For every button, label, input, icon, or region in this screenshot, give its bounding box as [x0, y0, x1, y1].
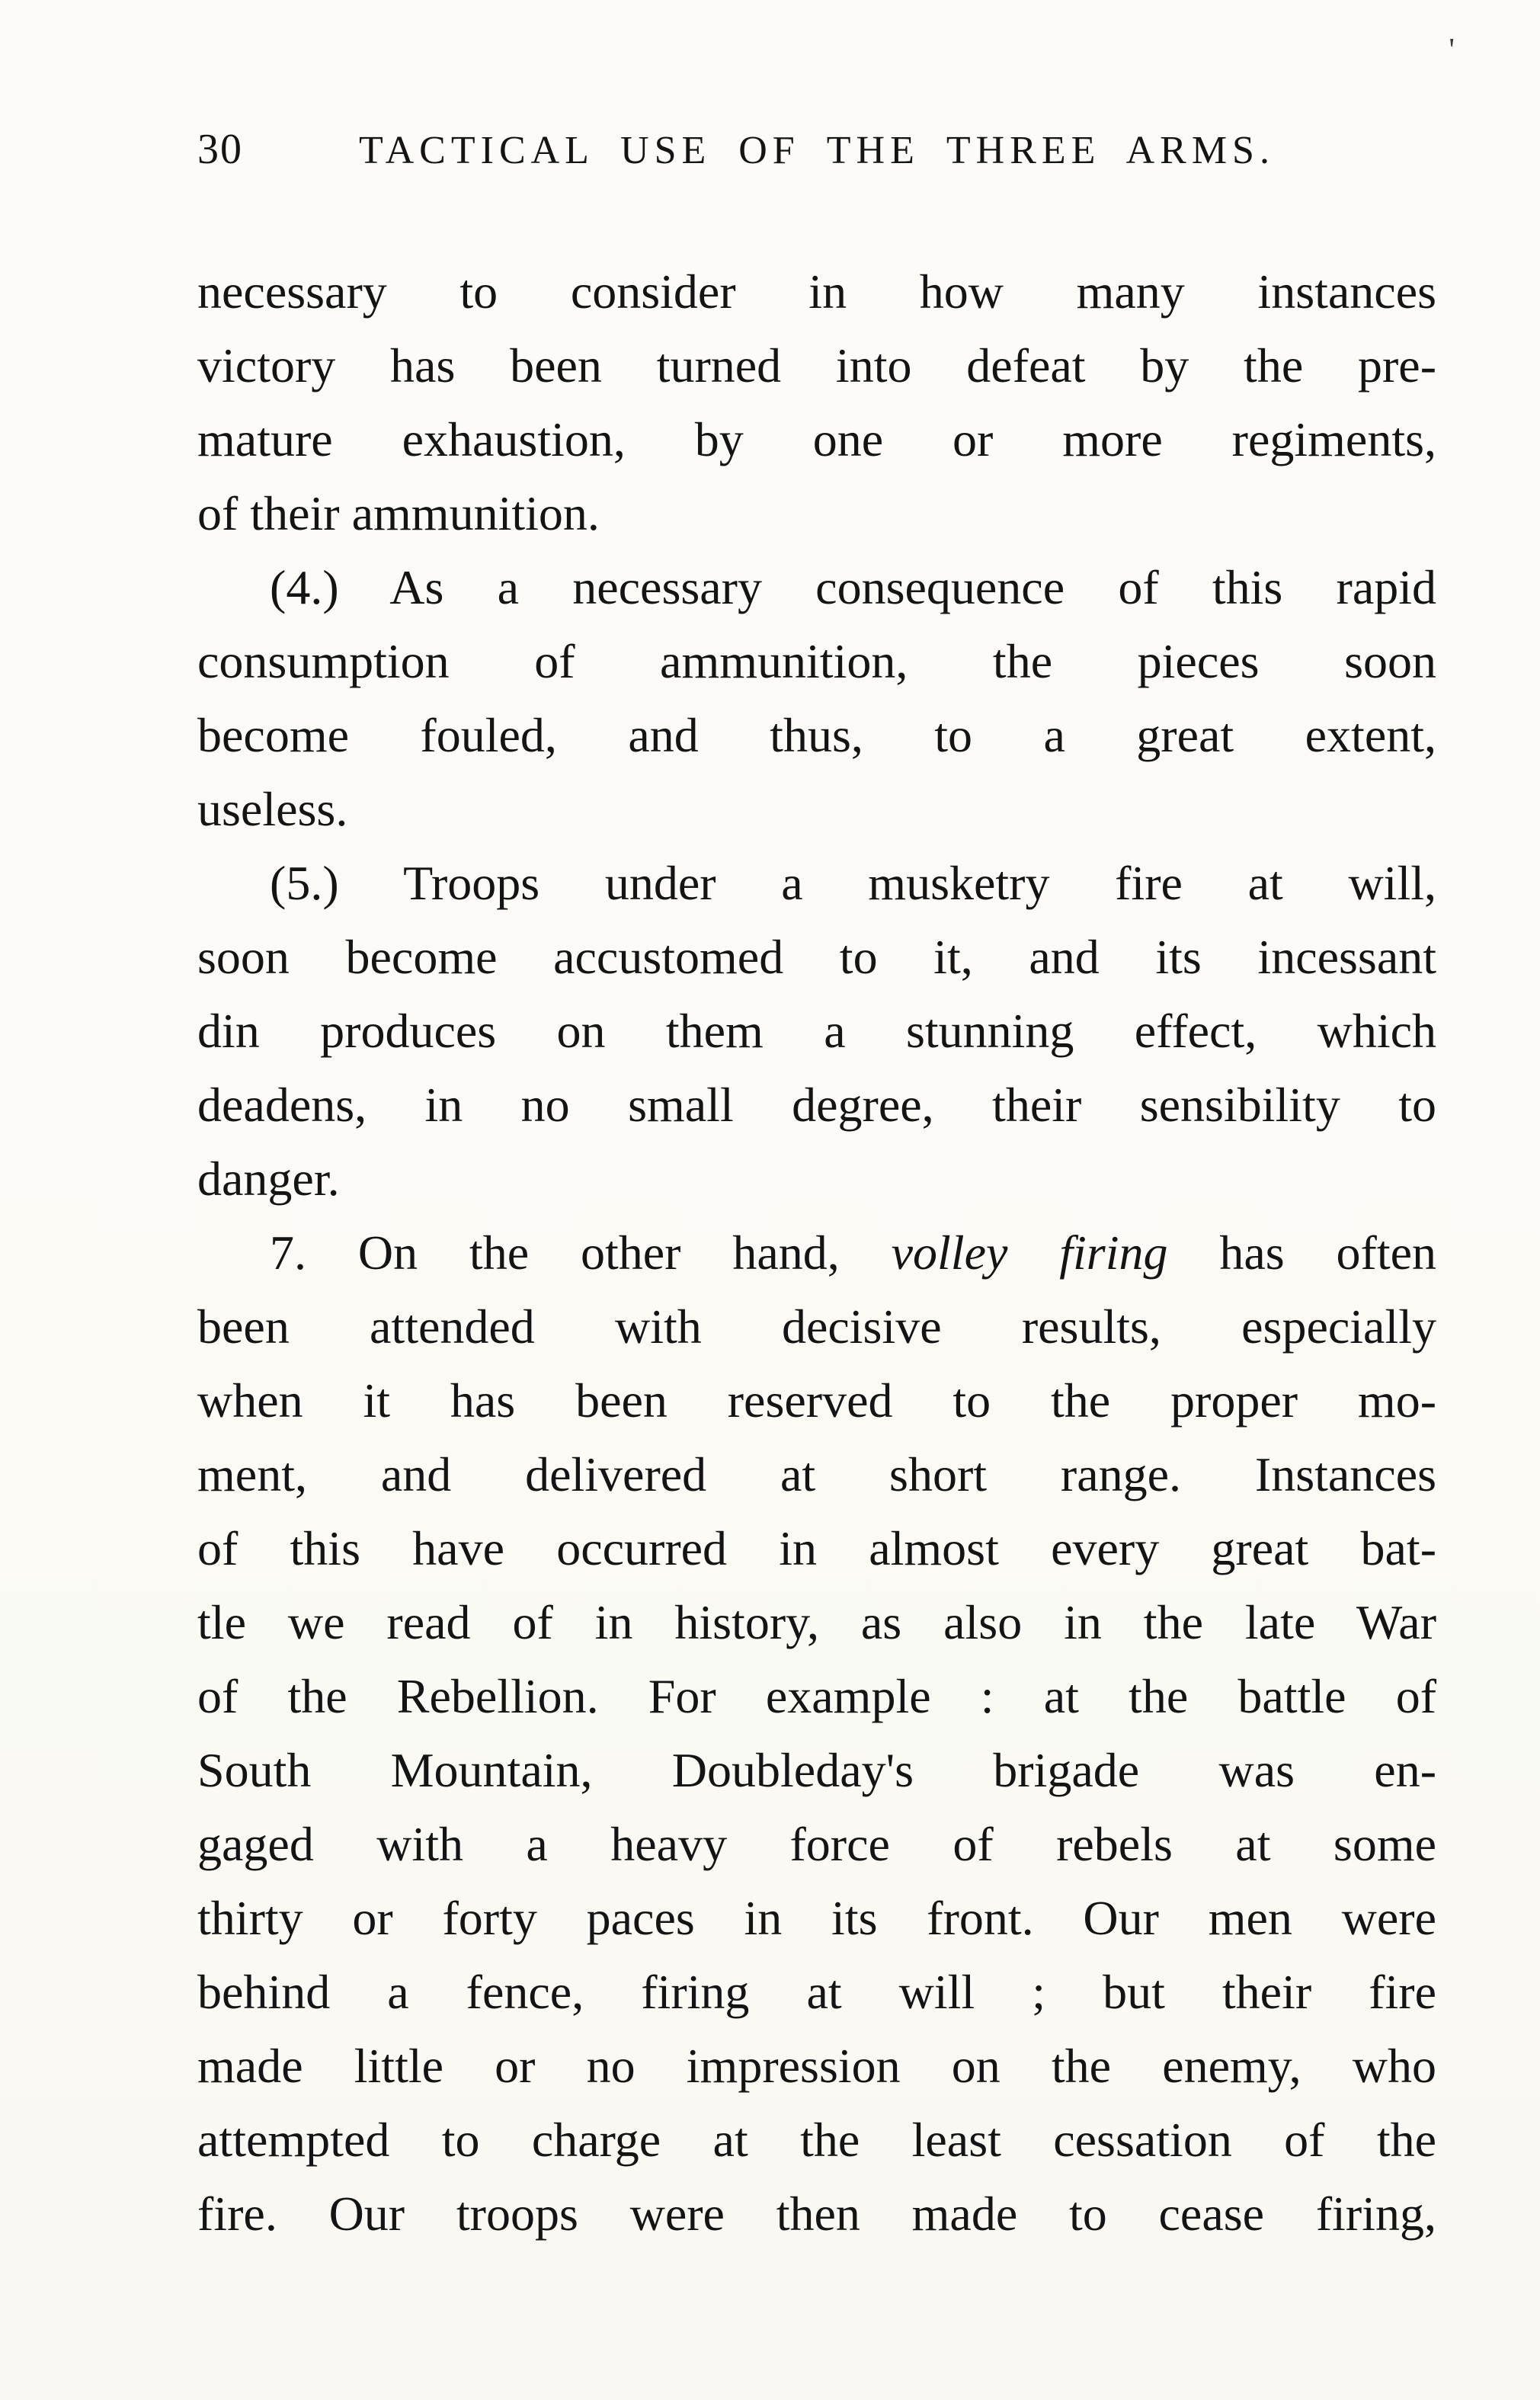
- text-line: [197, 1511, 1436, 1585]
- paragraph: [197, 255, 1436, 550]
- text-run: when it has been reserved to the proper mo-: [197, 1373, 1436, 1428]
- text-line: [197, 2029, 1436, 2103]
- text-line: [197, 1437, 1436, 1511]
- text-line: [197, 402, 1436, 476]
- text-line: [197, 698, 1436, 772]
- text-run: din produces on them a stunning effect, which: [197, 1004, 1436, 1058]
- text-run: of this have occurred in almost every great bat-: [197, 1521, 1436, 1575]
- paragraph: [197, 550, 1436, 846]
- text-line: [197, 1290, 1436, 1363]
- text-run: necessary to consider in how many instances: [197, 264, 1436, 319]
- text-run: useless.: [197, 782, 348, 836]
- text-line: [197, 1733, 1436, 1807]
- italic-phrase: volley firing: [891, 1226, 1168, 1280]
- text-line: [197, 772, 1436, 846]
- text-line: [197, 1659, 1436, 1733]
- text-run: deadens, in no small degree, their sensibility to: [197, 1078, 1436, 1132]
- text-run: of their ammunition.: [197, 486, 600, 540]
- scan-artifact-mark: ': [1449, 33, 1455, 68]
- text-line: [197, 1142, 1436, 1216]
- text-line: [197, 1216, 1436, 1290]
- text-line: [197, 1881, 1436, 1955]
- text-run: ment, and delivered at short range. Instances: [197, 1447, 1436, 1501]
- text-run: become fouled, and thus, to a great extent,: [197, 708, 1436, 762]
- text-run: of the Rebellion. For example : at the battle of: [197, 1669, 1436, 1723]
- text-run: consumption of ammunition, the pieces soon: [197, 634, 1436, 688]
- paragraph: [197, 1216, 1436, 2251]
- text-run: South Mountain, Doubleday's brigade was en-: [197, 1743, 1436, 1797]
- text-run: has often: [1167, 1226, 1437, 1280]
- text-run: (4.) As a necessary consequence of this rapid: [270, 560, 1436, 614]
- text-run: tle we read of in history, as also in the late War: [197, 1595, 1436, 1649]
- text-line: [197, 1585, 1436, 1659]
- text-line: [197, 476, 1436, 550]
- page-number: 30: [197, 126, 243, 173]
- text-run: made little or no impression on the enemy, who: [197, 2039, 1436, 2093]
- text-run: 7. On the other hand,: [270, 1226, 892, 1280]
- text-run: attempted to charge at the least cessation of the: [197, 2113, 1436, 2167]
- paragraph: [197, 846, 1436, 1216]
- text-run: mature exhaustion, by one or more regiments,: [197, 412, 1436, 466]
- text-line: [197, 550, 1436, 624]
- text-run: gaged with a heavy force of rebels at some: [197, 1817, 1436, 1871]
- text-line: [197, 255, 1436, 328]
- text-run: soon become accustomed to it, and its incessant: [197, 930, 1436, 984]
- text-run: fire. Our troops were then made to cease firing,: [197, 2187, 1436, 2241]
- running-title: TACTICAL USE OF THE THREE ARMS.: [359, 129, 1275, 172]
- text-line: [197, 1068, 1436, 1142]
- text-run: behind a fence, firing at will ; but their fire: [197, 1965, 1436, 2019]
- text-line: [197, 328, 1436, 402]
- text-run: been attended with decisive results, especially: [197, 1299, 1436, 1354]
- text-line: [197, 920, 1436, 994]
- text-line: [197, 624, 1436, 698]
- text-line: [197, 1807, 1436, 1881]
- text-line: [197, 2177, 1436, 2251]
- page-header: [197, 122, 1436, 175]
- text-block: [197, 255, 1436, 2251]
- text-line: [197, 1955, 1436, 2029]
- text-line: [197, 1363, 1436, 1437]
- text-run: thirty or forty paces in its front. Our men were: [197, 1891, 1436, 1945]
- text-line: [197, 994, 1436, 1068]
- text-line: [197, 2103, 1436, 2177]
- text-run: danger.: [197, 1152, 340, 1206]
- text-run: victory has been turned into defeat by the pre-: [197, 338, 1436, 393]
- text-run: (5.) Troops under a musketry fire at will,: [270, 856, 1436, 910]
- text-line: [197, 846, 1436, 920]
